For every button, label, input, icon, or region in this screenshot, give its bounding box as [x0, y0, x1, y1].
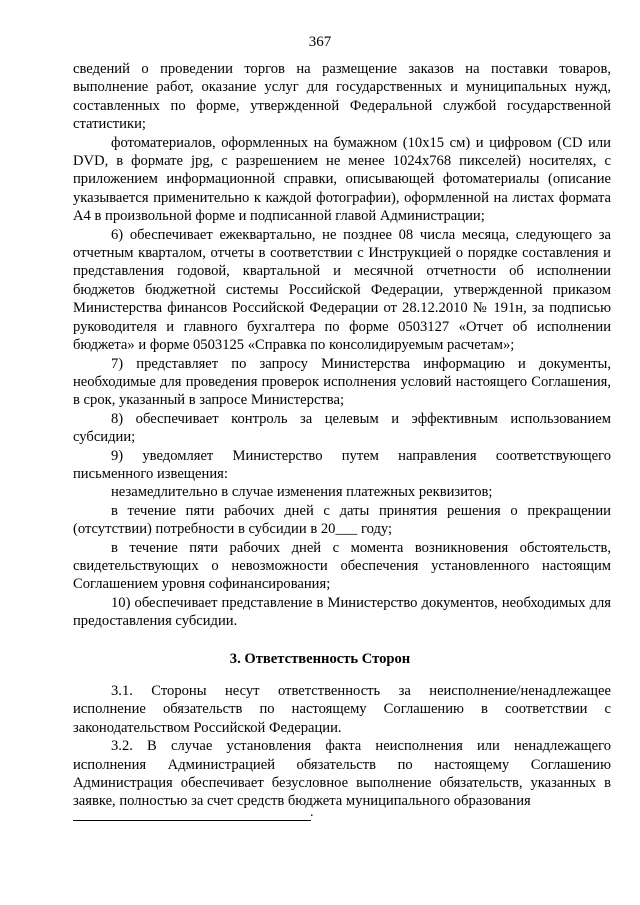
paragraph: 9) уведомляет Министерство путем направления соответствующего письменного извещения: [73, 447, 611, 482]
paragraph: в течение пяти рабочих дней с даты принятия решения о прекращении (отсутствии) потребности в субсидии в 20___ году; [73, 502, 611, 538]
paragraph: в течение пяти рабочих дней с момента возникновения обстоятельств, свидетельствующих о невозможности обеспечения установленного настоящим Соглашением уровня софинансирования; [73, 539, 611, 593]
paragraph: 6) обеспечивает ежеквартально, не позднее 08 числа месяца, следующего за отчетным кварталом, отчеты в соответствии с Инструкцией о порядке составления и представления годовой, квартальной и месячной отчетности об исполнении бюджетов бюджетной системы Российской Федерации, утвержденной приказом Министерства финансов Российской Федерации от 28.12.2010 № 191н, за подписью руководителя и главного бухгалтера по форме 0503127 «Отчет об исполнении бюджета» и форме 0503125 «Справка по консолидируемым расчетам»; [73, 226, 611, 354]
paragraph: 7) представляет по запросу Министерства информацию и документы, необходимые для проведения проверок исполнения условий настоящего Соглашения, в срок, указанный в запросе Министерства; [73, 355, 611, 409]
page-number: 367 [308, 34, 332, 50]
body-text-bottom [73, 682, 611, 811]
paragraph: сведений о проведении торгов на размещение заказов на поставки товаров, выполнение работ, оказание услуг для государственных и муниципальных нужд, составленных по форме, утвержденной Федеральной службой государственной статистики; [73, 61, 611, 133]
body-text-top [73, 60, 611, 631]
paragraph: незамедлительно в случае изменения платежных реквизитов; [111, 484, 493, 501]
footer-dot: . [310, 805, 314, 820]
paragraph: 3.1. Стороны несут ответственность за неисполнение/ненадлежащее исполнение обязательств по настоящему Соглашению в соответствии с законодательством Российской Федерации. [73, 683, 611, 736]
footer-underline [73, 820, 311, 821]
paragraph: фотоматериалов, оформленных на бумажном (10х15 см) и цифровом (CD или DVD, в формате jpg, с разрешением не менее 1024х768 пикселей) носителях, с приложением информационной справки, описывающей фотоматериалы (описание указывается применительно к каждой фотографии), оформленной на листах формата А4 в произвольной форме и подписанной главой Администрации; [73, 134, 611, 225]
paragraph: 10) обеспечивает представление в Министерство документов, необходимых для предоставления субсидии. [73, 594, 611, 630]
section-heading: 3. Ответственность Сторон [229, 651, 411, 667]
paragraph: 8) обеспечивает контроль за целевым и эффективным использованием субсидии; [73, 410, 611, 446]
paragraph: 3.2. В случае установления факта неисполнения или ненадлежащего исполнения Администрацией обязательств по настоящему Соглашению Администрация обеспечивает безусловное выполнение обязательств, указанных в заявке, полностью за счет средств бюджета муниципального образования [73, 738, 611, 810]
